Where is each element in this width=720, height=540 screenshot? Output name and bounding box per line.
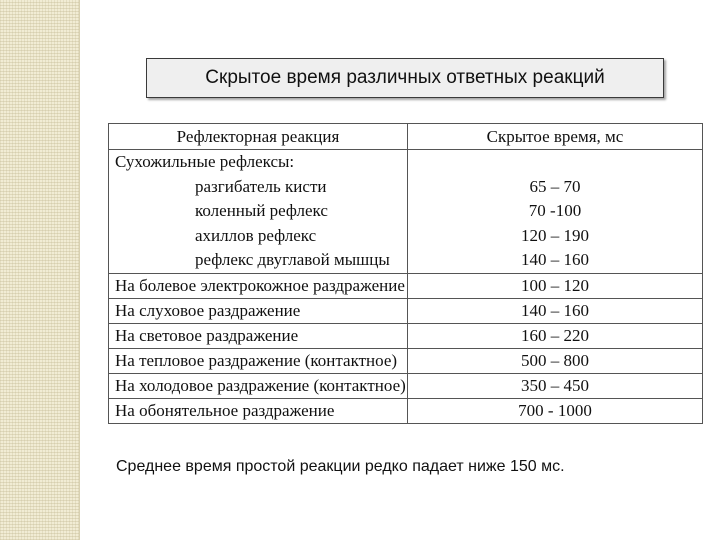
- table-row: [109, 273, 703, 298]
- tendon-item-name: ахиллов рефлекс: [195, 225, 317, 245]
- reaction-latency: 350 – 450: [408, 373, 703, 398]
- tendon-item-value: 140 – 160: [521, 250, 589, 269]
- reaction-name: На световое раздражение: [109, 323, 408, 348]
- table-row: [109, 298, 703, 323]
- table-row: [109, 348, 703, 373]
- header-reaction: Рефлекторная реакция: [109, 124, 408, 150]
- tendon-group-label: Сухожильные рефлексы:: [115, 152, 295, 171]
- reaction-latency: 500 – 800: [408, 348, 703, 373]
- tendon-item-value: 70 -100: [528, 201, 582, 220]
- reaction-latency: 100 – 120: [408, 273, 703, 298]
- reaction-name: На тепловое раздражение (контактное): [109, 348, 408, 373]
- tendon-item-name: разгибатель кисти: [195, 176, 327, 196]
- reaction-name: На слуховое раздражение: [109, 298, 408, 323]
- tendon-item-name: рефлекс двуглавой мышцы: [195, 250, 390, 269]
- reaction-latency: 700 - 1000: [408, 398, 703, 423]
- tendon-item-value: 120 – 190: [521, 225, 589, 245]
- tendon-item-value: 65 – 70: [529, 176, 581, 196]
- reaction-latency: 140 – 160: [408, 298, 703, 323]
- table-row: [109, 398, 703, 423]
- tendon-values-cell: [408, 150, 703, 274]
- table-row: [109, 323, 703, 348]
- decorative-side-strip: [0, 0, 79, 540]
- side-divider: [79, 0, 80, 540]
- header-latency: Скрытое время, мс: [408, 124, 703, 150]
- slide-title: Скрытое время различных ответных реакций: [146, 58, 664, 98]
- reaction-time-table: [108, 123, 703, 424]
- reaction-name: На холодовое раздражение (контактное): [109, 373, 408, 398]
- reaction-name: На обонятельное раздражение: [109, 398, 408, 423]
- reaction-latency: 160 – 220: [408, 323, 703, 348]
- table-row-tendon-reflexes: [109, 150, 703, 274]
- table-header-row: [109, 124, 703, 150]
- footnote-text: Среднее время простой реакции редко падает ниже 150 мс.: [116, 458, 565, 475]
- table-row: [109, 373, 703, 398]
- tendon-item-name: коленный рефлекс: [195, 201, 328, 220]
- tendon-reflexes-cell: [109, 150, 408, 274]
- reaction-name: На болевое электрокожное раздражение: [109, 273, 408, 298]
